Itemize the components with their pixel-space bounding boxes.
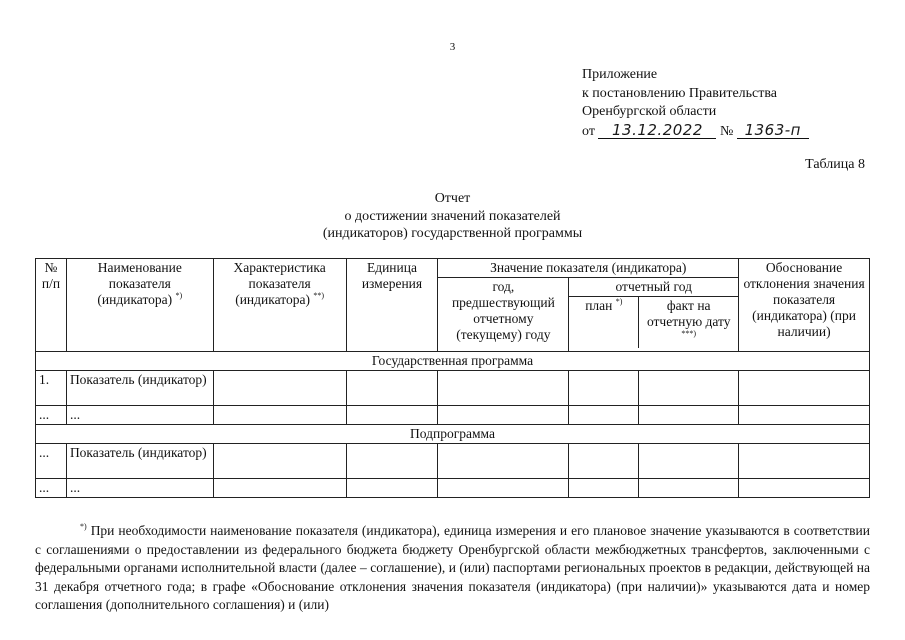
appendix-line-3: Оренбургской области: [582, 104, 717, 119]
header-row-1: [36, 259, 870, 278]
header-characteristic: Характеристика показателя (индикатора) **): [213, 259, 346, 352]
row-name: ...: [66, 479, 213, 498]
empty-cell: [438, 444, 569, 479]
number-label: №: [719, 123, 734, 139]
header-report-year: отчетный год: [569, 278, 738, 297]
header-plan: план *): [569, 297, 639, 348]
empty-cell: [346, 479, 438, 498]
empty-cell: [739, 479, 870, 498]
section-row-state-program: [36, 352, 870, 371]
section-title-state-program: Государственная программа: [36, 352, 870, 371]
empty-cell: [438, 406, 569, 425]
empty-cell: [346, 406, 438, 425]
empty-cell: [213, 371, 346, 406]
empty-cell: [639, 406, 739, 425]
report-title-line-2: о достижении значений показателей: [344, 208, 561, 224]
header-fact: факт на отчетную дату ***): [646, 298, 731, 338]
empty-cell: [569, 444, 639, 479]
empty-cell: [639, 371, 739, 406]
empty-cell: [213, 406, 346, 425]
section-title-subprogram: Подпрограмма: [36, 425, 870, 444]
table-row: [36, 479, 870, 498]
header-unit: Единица измерения: [346, 259, 438, 352]
row-name: Показатель (индикатор): [66, 371, 213, 406]
report-title-line-3: (индикаторов) государственной программы: [322, 226, 583, 241]
empty-cell: [569, 406, 639, 425]
row-num: 1.: [36, 371, 67, 406]
footnote-mark: *): [80, 522, 87, 531]
empty-cell: [569, 371, 639, 406]
row-name: ...: [66, 406, 213, 425]
table-row: [36, 371, 870, 406]
handwritten-date: 13.12.2022: [598, 122, 716, 139]
footnote-text: При необходимости наименование показателя (индикатора), единица измерения и его плановое значение указываются в соответствии с соглашениями о предоставлении из федерального бюджета бюджету Оренбургской области межбюджетных трансфертов, заключенными с федеральными органами исполнительной власти (далее – соглашение), и (или) паспортами региональных проектов в редакции, действующей на 31 декабря отчетного года; в графе «Обоснование отклонения значения показателя (индикатора) (при наличии)» указываются дата и номер соглашения (дополнительного соглашения) и (или): [35, 523, 870, 612]
empty-cell: [213, 444, 346, 479]
header-prev-year: год, предшествующий отчетному (текущему) году: [438, 278, 569, 352]
header-num: № п/п: [36, 259, 67, 352]
empty-cell: [346, 371, 438, 406]
appendix-block: [582, 66, 809, 141]
row-num: ...: [36, 406, 67, 425]
empty-cell: [639, 479, 739, 498]
appendix-line-2: к постановлению Правительства: [582, 85, 778, 101]
row-name: Показатель (индикатор): [66, 444, 213, 479]
row-num: ...: [36, 479, 67, 498]
header-justification: Обоснование отклонения значения показателя (индикатора) (при наличии): [739, 259, 870, 352]
empty-cell: [739, 406, 870, 425]
report-table: [35, 258, 870, 498]
empty-cell: [438, 479, 569, 498]
table-row: [36, 406, 870, 425]
appendix-line-1: Приложение: [582, 67, 658, 82]
empty-cell: [639, 444, 739, 479]
report-title-line-1: Отчет: [434, 191, 471, 206]
empty-cell: [346, 444, 438, 479]
report-title: [0, 190, 905, 243]
header-value-group: Значение показателя (индикатора): [438, 259, 739, 278]
empty-cell: [438, 371, 569, 406]
footnote: [35, 522, 870, 615]
empty-cell: [739, 371, 870, 406]
table-label: Таблица 8: [805, 157, 865, 172]
row-num: ...: [36, 444, 67, 479]
empty-cell: [739, 444, 870, 479]
handwritten-number: 1363-п: [737, 122, 809, 139]
empty-cell: [213, 479, 346, 498]
section-row-subprogram: [36, 425, 870, 444]
appendix-date-line: [582, 122, 809, 142]
header-name: Наименование показателя (индикатора) *): [66, 259, 213, 352]
from-label: от: [582, 123, 595, 139]
page-number: 3: [449, 41, 456, 53]
header-report-year-group: [569, 278, 739, 352]
empty-cell: [569, 479, 639, 498]
table-row: [36, 444, 870, 479]
